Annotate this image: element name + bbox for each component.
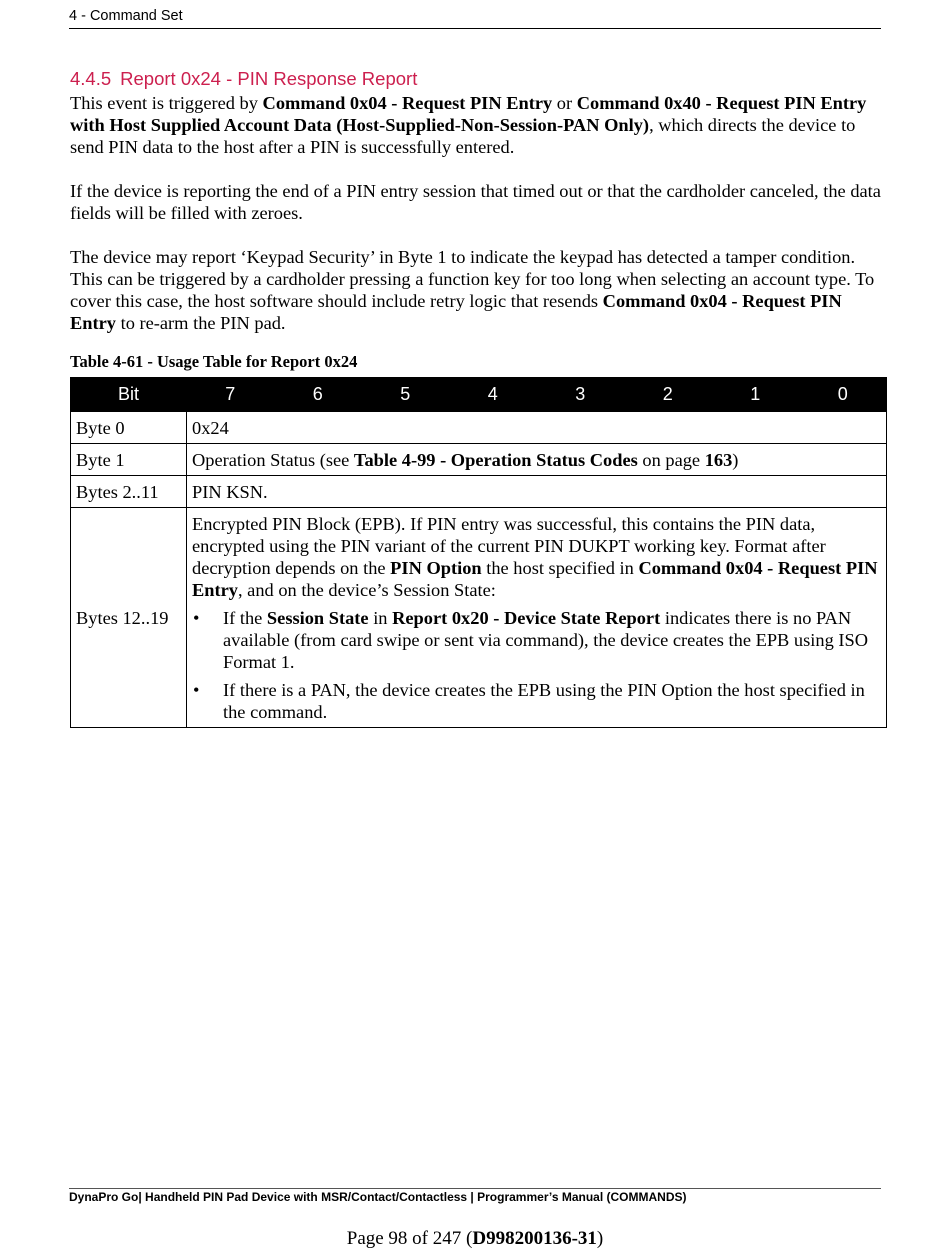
text-run: ) (732, 450, 739, 470)
table-ref: Table 4-99 - Operation Status Codes (353, 450, 638, 470)
table-row (71, 412, 887, 444)
row-value: PIN KSN. (187, 476, 887, 508)
header-title: 4 - Command Set (69, 8, 183, 24)
header-bit-6: 6 (274, 378, 362, 412)
text-run: indicates there is no PAN available (from card swipe or sent via command), the device creates the EPB using ISO Format 1. (223, 608, 868, 672)
text-run: in (368, 608, 393, 628)
header-bit-label: Bit (71, 378, 187, 412)
command-ref: Command 0x04 - Request PIN Entry (192, 558, 878, 600)
term: Session State (266, 608, 369, 628)
header-bit-0: 0 (799, 378, 887, 412)
header-bit-1: 1 (712, 378, 800, 412)
row-label: Byte 0 (71, 412, 187, 444)
text-run: The device may report ‘Keypad Security’ in Byte 1 to indicate the keypad has detected a tamper condition. This can be triggered by a cardholder pressing a function key for too long when selecting an account type. To cover this case, the host software should include retry logic that resends (70, 247, 875, 311)
term: PIN Option (390, 558, 482, 578)
text-run: Page 98 of 247 ( (346, 1228, 473, 1249)
text-run: or (552, 93, 577, 113)
section-heading (70, 66, 882, 92)
page-ref: 163 (704, 450, 733, 470)
paragraph-timeout: If the device is reporting the end of a PIN entry session that timed out or that the cardholder canceled, the data fields will be filled with zeroes. (70, 181, 881, 223)
section-title: Report 0x24 - PIN Response Report (120, 68, 418, 89)
list-item (192, 607, 881, 673)
paragraph-keypad-security (70, 246, 882, 334)
table-header-row (71, 378, 887, 412)
row-value: 0x24 (187, 412, 887, 444)
epb-description (192, 513, 881, 601)
text-run: Operation Status (see (192, 450, 354, 470)
text-run: This event is triggered by (70, 93, 263, 113)
header-bit-4: 4 (449, 378, 537, 412)
usage-table (70, 377, 887, 728)
text-run: ) (596, 1228, 604, 1249)
table-row (71, 476, 887, 508)
command-ref: Command 0x40 - Request PIN Entry with Host Supplied Account Data (Host-Supplied-Non-Session-PAN Only) (70, 93, 867, 135)
text-run: Encrypted PIN Block (EPB). If PIN entry was successful, this contains the PIN data, encrypted using the PIN variant of the current PIN DUKPT working key. Format after decryption depends on the (192, 514, 826, 578)
paragraph-trigger (70, 92, 882, 158)
text-run: , and on the device’s Session State: (237, 580, 496, 600)
table-row (71, 444, 887, 476)
row-value (187, 444, 887, 476)
command-ref: Command 0x04 - Request PIN Entry (262, 93, 553, 113)
row-label: Bytes 2..11 (71, 476, 187, 508)
table-caption: Table 4-61 - Usage Table for Report 0x24 (70, 352, 358, 371)
main-content (70, 66, 882, 728)
text-run: to re-arm the PIN pad. (115, 313, 286, 333)
row-label: Bytes 12..19 (71, 508, 187, 728)
page-header (69, 6, 881, 29)
text-run: on page (637, 450, 705, 470)
report-ref: Report 0x20 - Device State Report (392, 608, 661, 628)
text-run: If the (223, 608, 267, 628)
command-ref: Command 0x04 - Request PIN Entry (70, 291, 842, 333)
header-bit-2: 2 (624, 378, 712, 412)
header-bit-7: 7 (187, 378, 275, 412)
row-label: Byte 1 (71, 444, 187, 476)
list-item: • If there is a PAN, the device creates the EPB using the PIN Option the host specified in the command. (192, 679, 881, 723)
bullet-list (192, 607, 881, 723)
text-run: the host specified in (481, 558, 639, 578)
text-run: , which directs the device to send PIN data to the host after a PIN is successfully entered. (70, 115, 856, 157)
page-number (0, 1227, 950, 1251)
header-bit-3: 3 (537, 378, 625, 412)
row-value (187, 508, 887, 728)
table-row (71, 508, 887, 728)
section-number: 4.4.5 (70, 68, 112, 89)
footer-title: DynaPro Go| Handheld PIN Pad Device with MSR/Contact/Contactless | Programmer’s Manual (COMMANDS) (69, 1190, 687, 1204)
header-bit-5: 5 (362, 378, 450, 412)
document-number: D998200136-31 (472, 1228, 597, 1249)
